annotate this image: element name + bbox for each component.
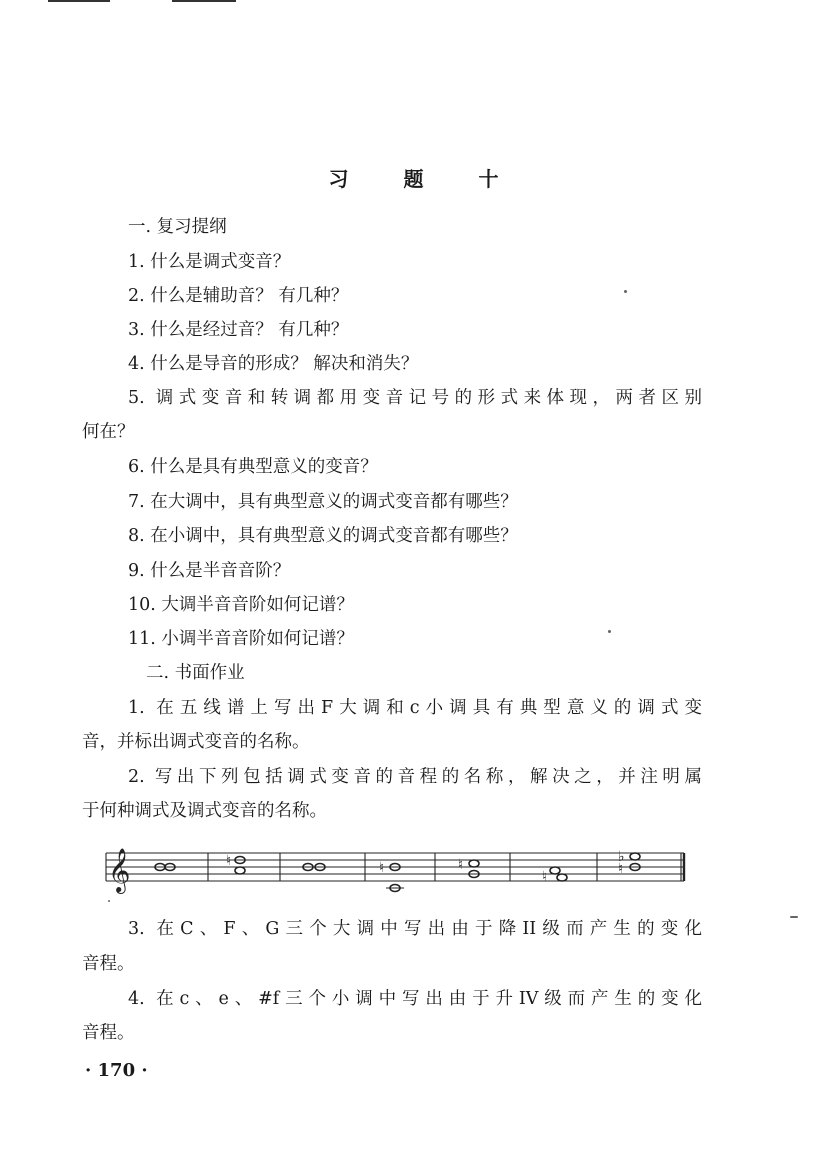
exercise-line: 4. 在c、e、#f三个小调中写出由于升IV级而产生的变化 bbox=[128, 989, 702, 1009]
scan-speck bbox=[790, 916, 798, 918]
natural-icon: ♮ bbox=[379, 860, 385, 876]
natural-icon: ♮ bbox=[226, 853, 232, 869]
exercise-line-continued: 音，并标出调式变音的名称。 bbox=[82, 732, 310, 752]
outline-item: 9. 什么是半音音阶？ bbox=[128, 561, 291, 581]
outline-item: 7. 在大调中，具有典型意义的调式变音都有哪些？ bbox=[128, 492, 518, 512]
page-title: 习 题 十 bbox=[328, 167, 523, 191]
exercise-line: 1. 在五线谱上写出F大调和c小调具有典型意义的调式变 bbox=[128, 698, 702, 718]
treble-clef-icon: 𝄞 bbox=[108, 848, 131, 892]
top-rule-left bbox=[48, 0, 110, 2]
section2-heading: 二. 书面作业 bbox=[146, 663, 245, 683]
outline-item: 5. 调式变音和转调都用变音记号的形式来体现，两者区别 bbox=[128, 388, 702, 408]
outline-item: 11. 小调半音音阶如何记谱？ bbox=[128, 629, 354, 649]
top-rule-right bbox=[172, 0, 236, 2]
staff-notation-graphic bbox=[100, 843, 690, 895]
natural-icon: ♮ bbox=[618, 861, 624, 877]
flat-icon: ♭ bbox=[618, 849, 625, 865]
music-staff bbox=[100, 843, 690, 895]
exercise-line-continued: 音程。 bbox=[82, 954, 135, 974]
exercise-line: 2. 写出下列包括调式变音的音程的名称，解决之，并注明属 bbox=[128, 767, 702, 787]
outline-item: 2. 什么是辅助音？ 有几种？ bbox=[128, 286, 349, 306]
exercise-line-continued: 于何种调式及调式变音的名称。 bbox=[82, 801, 327, 821]
exercise-line: 3. 在C、F、G三个大调中写出由于降II级而产生的变化 bbox=[128, 919, 702, 939]
scan-speck bbox=[608, 630, 611, 633]
page-number: · 170 · bbox=[85, 1060, 148, 1081]
outline-item: 4. 什么是导音的形成？ 解决和消失？ bbox=[128, 354, 419, 374]
section1-heading: 一. 复习提纲 bbox=[128, 217, 227, 237]
outline-item: 6. 什么是具有典型意义的变音？ bbox=[128, 457, 378, 477]
exercise-line-continued: 音程。 bbox=[82, 1023, 135, 1043]
outline-item-continued: 何在？ bbox=[82, 422, 135, 442]
natural-icon: ♮ bbox=[542, 869, 548, 885]
outline-item: 8. 在小调中，具有典型意义的调式变音都有哪些？ bbox=[128, 526, 518, 546]
natural-icon: ♮ bbox=[458, 857, 464, 873]
outline-item: 1. 什么是调式变音？ bbox=[128, 252, 291, 272]
scan-speck bbox=[108, 900, 110, 902]
outline-item: 3. 什么是经过音？ 有几种？ bbox=[128, 320, 349, 340]
outline-item: 10. 大调半音音阶如何记谱？ bbox=[128, 595, 354, 615]
scan-speck bbox=[624, 290, 627, 293]
